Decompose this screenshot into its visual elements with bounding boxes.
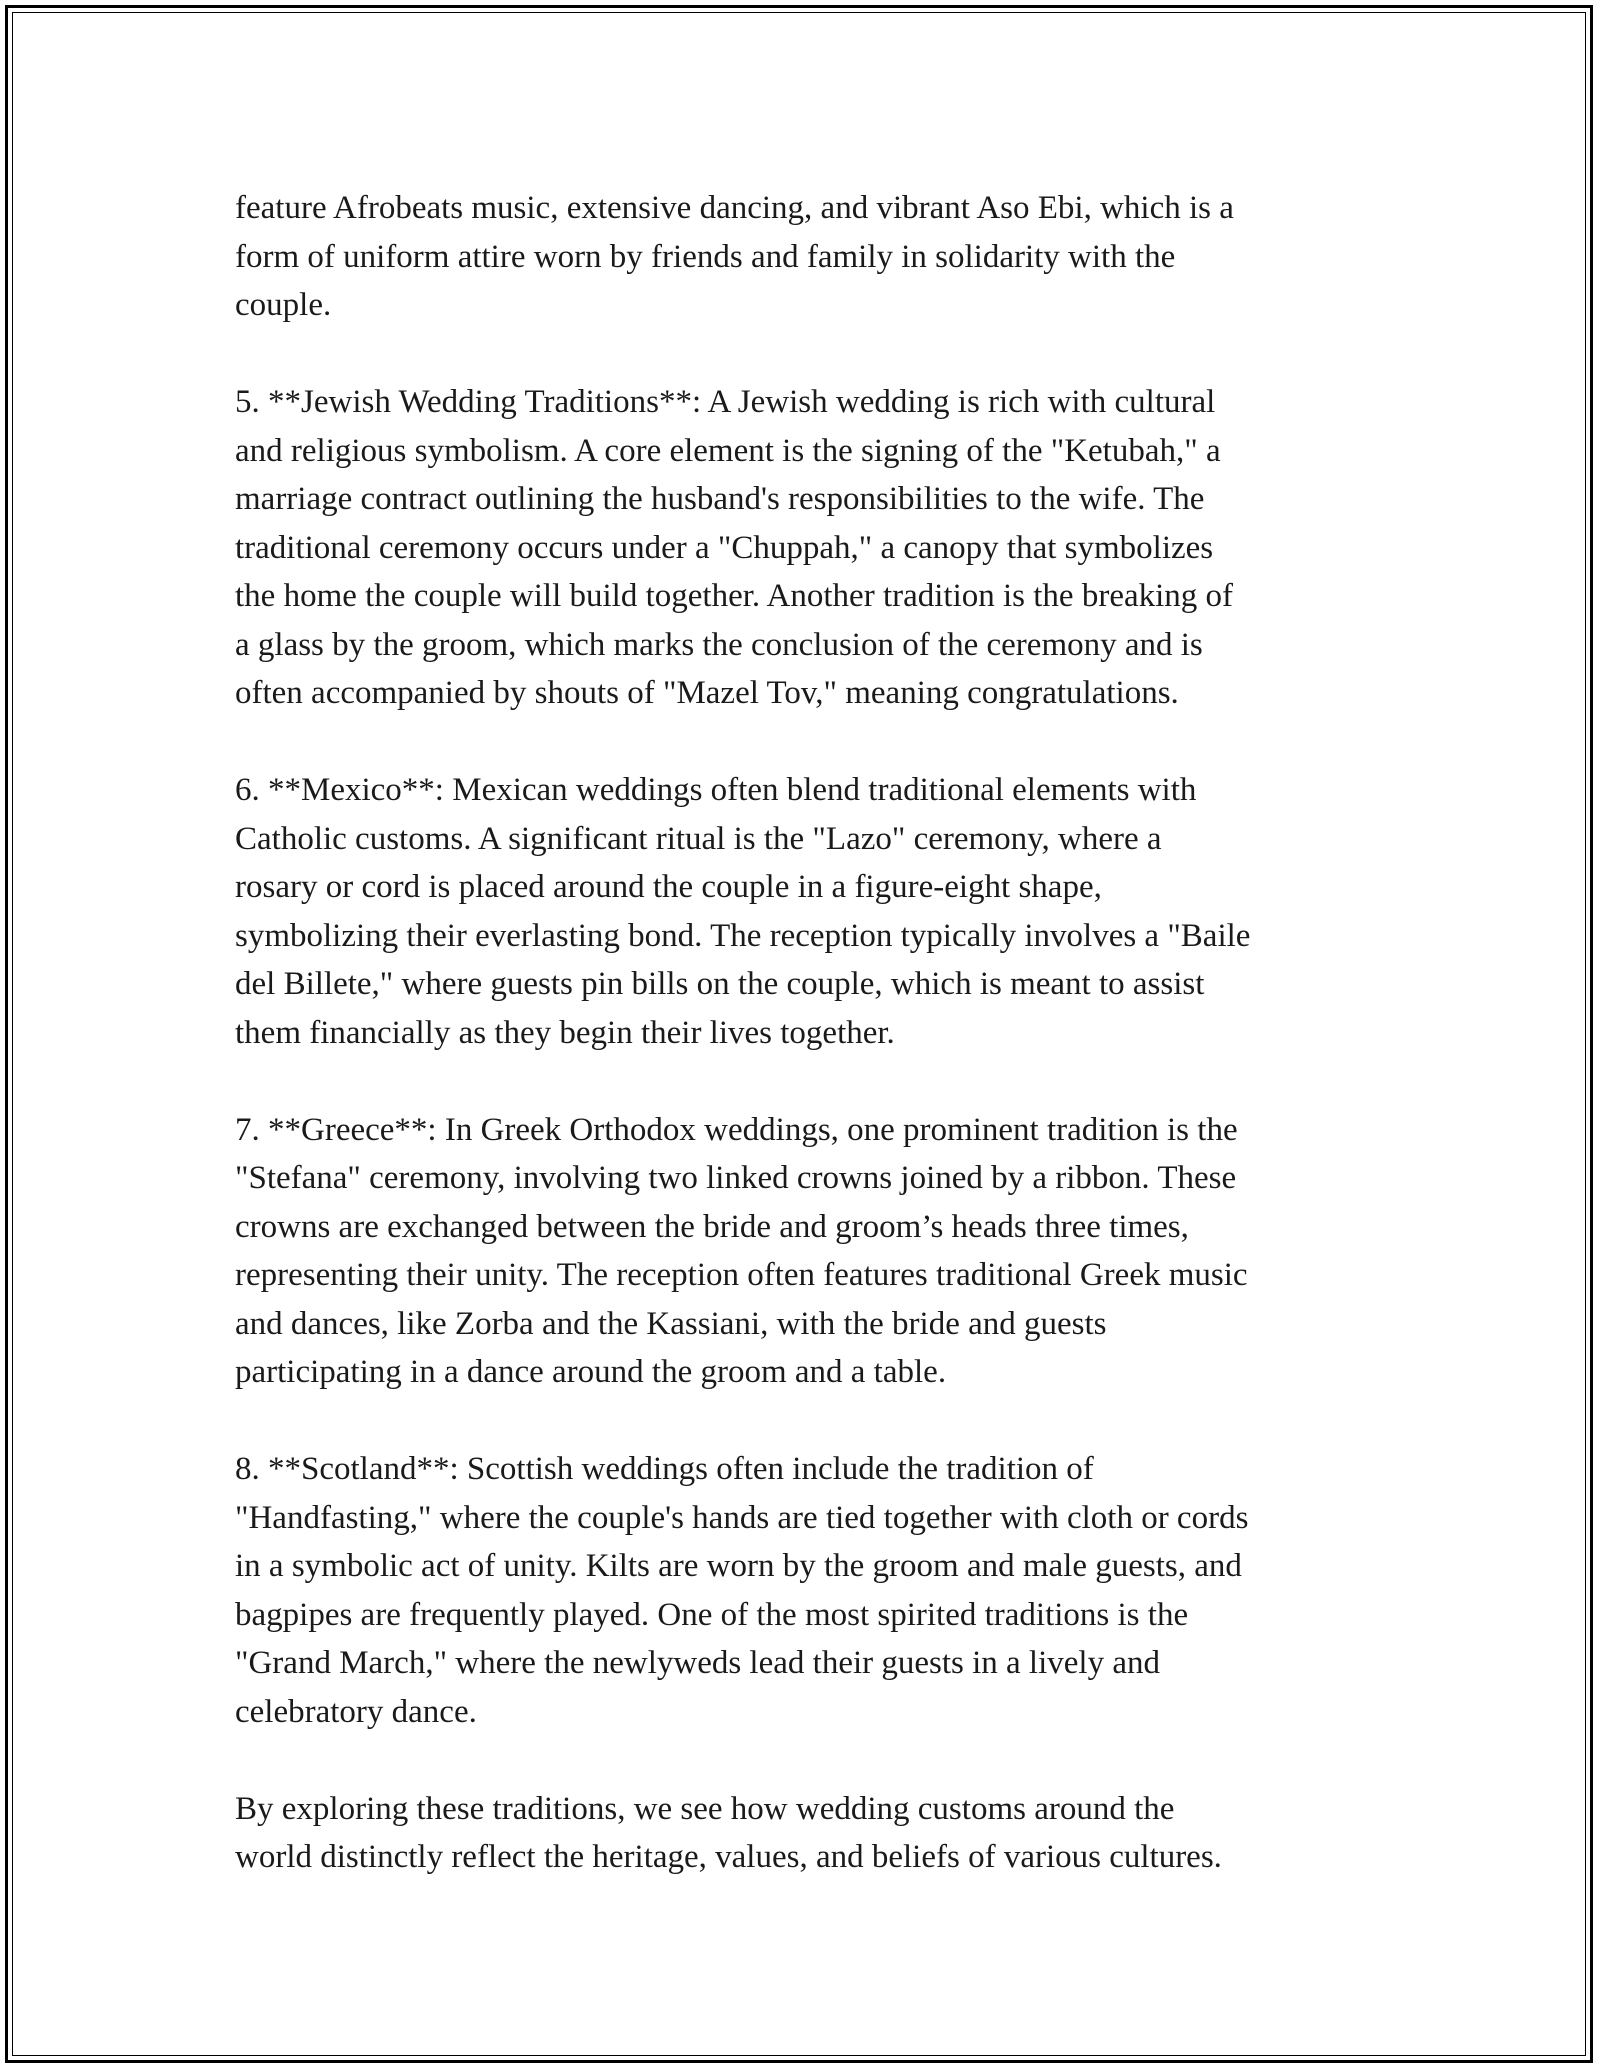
paragraph-mexico: 6. **Mexico**: Mexican weddings often blend traditional elements with Catholic customs. A significant ritual is the "Lazo" ceremony, where a rosary or cord is placed around the couple in a figure-eight shape, symbolizing their everlasting bond. The reception typically involves a "Baile del Billete," where guests pin bills on the couple, which is meant to assist them financially as they begin their lives together. [235, 772, 1251, 1051]
paragraph-jewish-traditions: 5. **Jewish Wedding Traditions**: A Jewish wedding is rich with cultural and religious symbolism. A core element is the signing of the "Ketubah," a marriage contract outlining the husband's responsibilities to the wife. The traditional ceremony occurs under a "Chuppah," a canopy that symbolizes the home the couple will build together. Another tradition is the breaking of a glass by the groom, which marks the conclusion of the ceremony and is often accompanied by shouts of "Mazel Tov," meaning congratulations. [235, 384, 1234, 711]
paragraph-afrobeats-continuation: feature Afrobeats music, extensive dancing, and vibrant Aso Ebi, which is a form of uniform attire worn by friends and family in solidarity with the couple. [235, 190, 1234, 323]
paragraph-conclusion: By exploring these traditions, we see how wedding customs around the world distinctly reflect the heritage, values, and beliefs of various cultures. [235, 1790, 1222, 1875]
document-body [235, 184, 1375, 1882]
paragraph-scotland: 8. **Scotland**: Scottish weddings often include the tradition of "Handfasting," where the couple's hands are tied together with cloth or cords in a symbolic act of unity. Kilts are worn by the groom and male guests, and bagpipes are frequently played. One of the most spirited traditions is the "Grand March," where the newlyweds lead their guests in a lively and celebratory dance. [235, 1451, 1249, 1730]
paragraph-greece: 7. **Greece**: In Greek Orthodox weddings, one prominent tradition is the "Stefana" ceremony, involving two linked crowns joined by a ribbon. These crowns are exchanged between the bride and groom’s heads three times, representing their unity. The reception often features traditional Greek music and dances, like Zorba and the Kassiani, with the bride and guests participating in a dance around the groom and a table. [235, 1111, 1248, 1390]
